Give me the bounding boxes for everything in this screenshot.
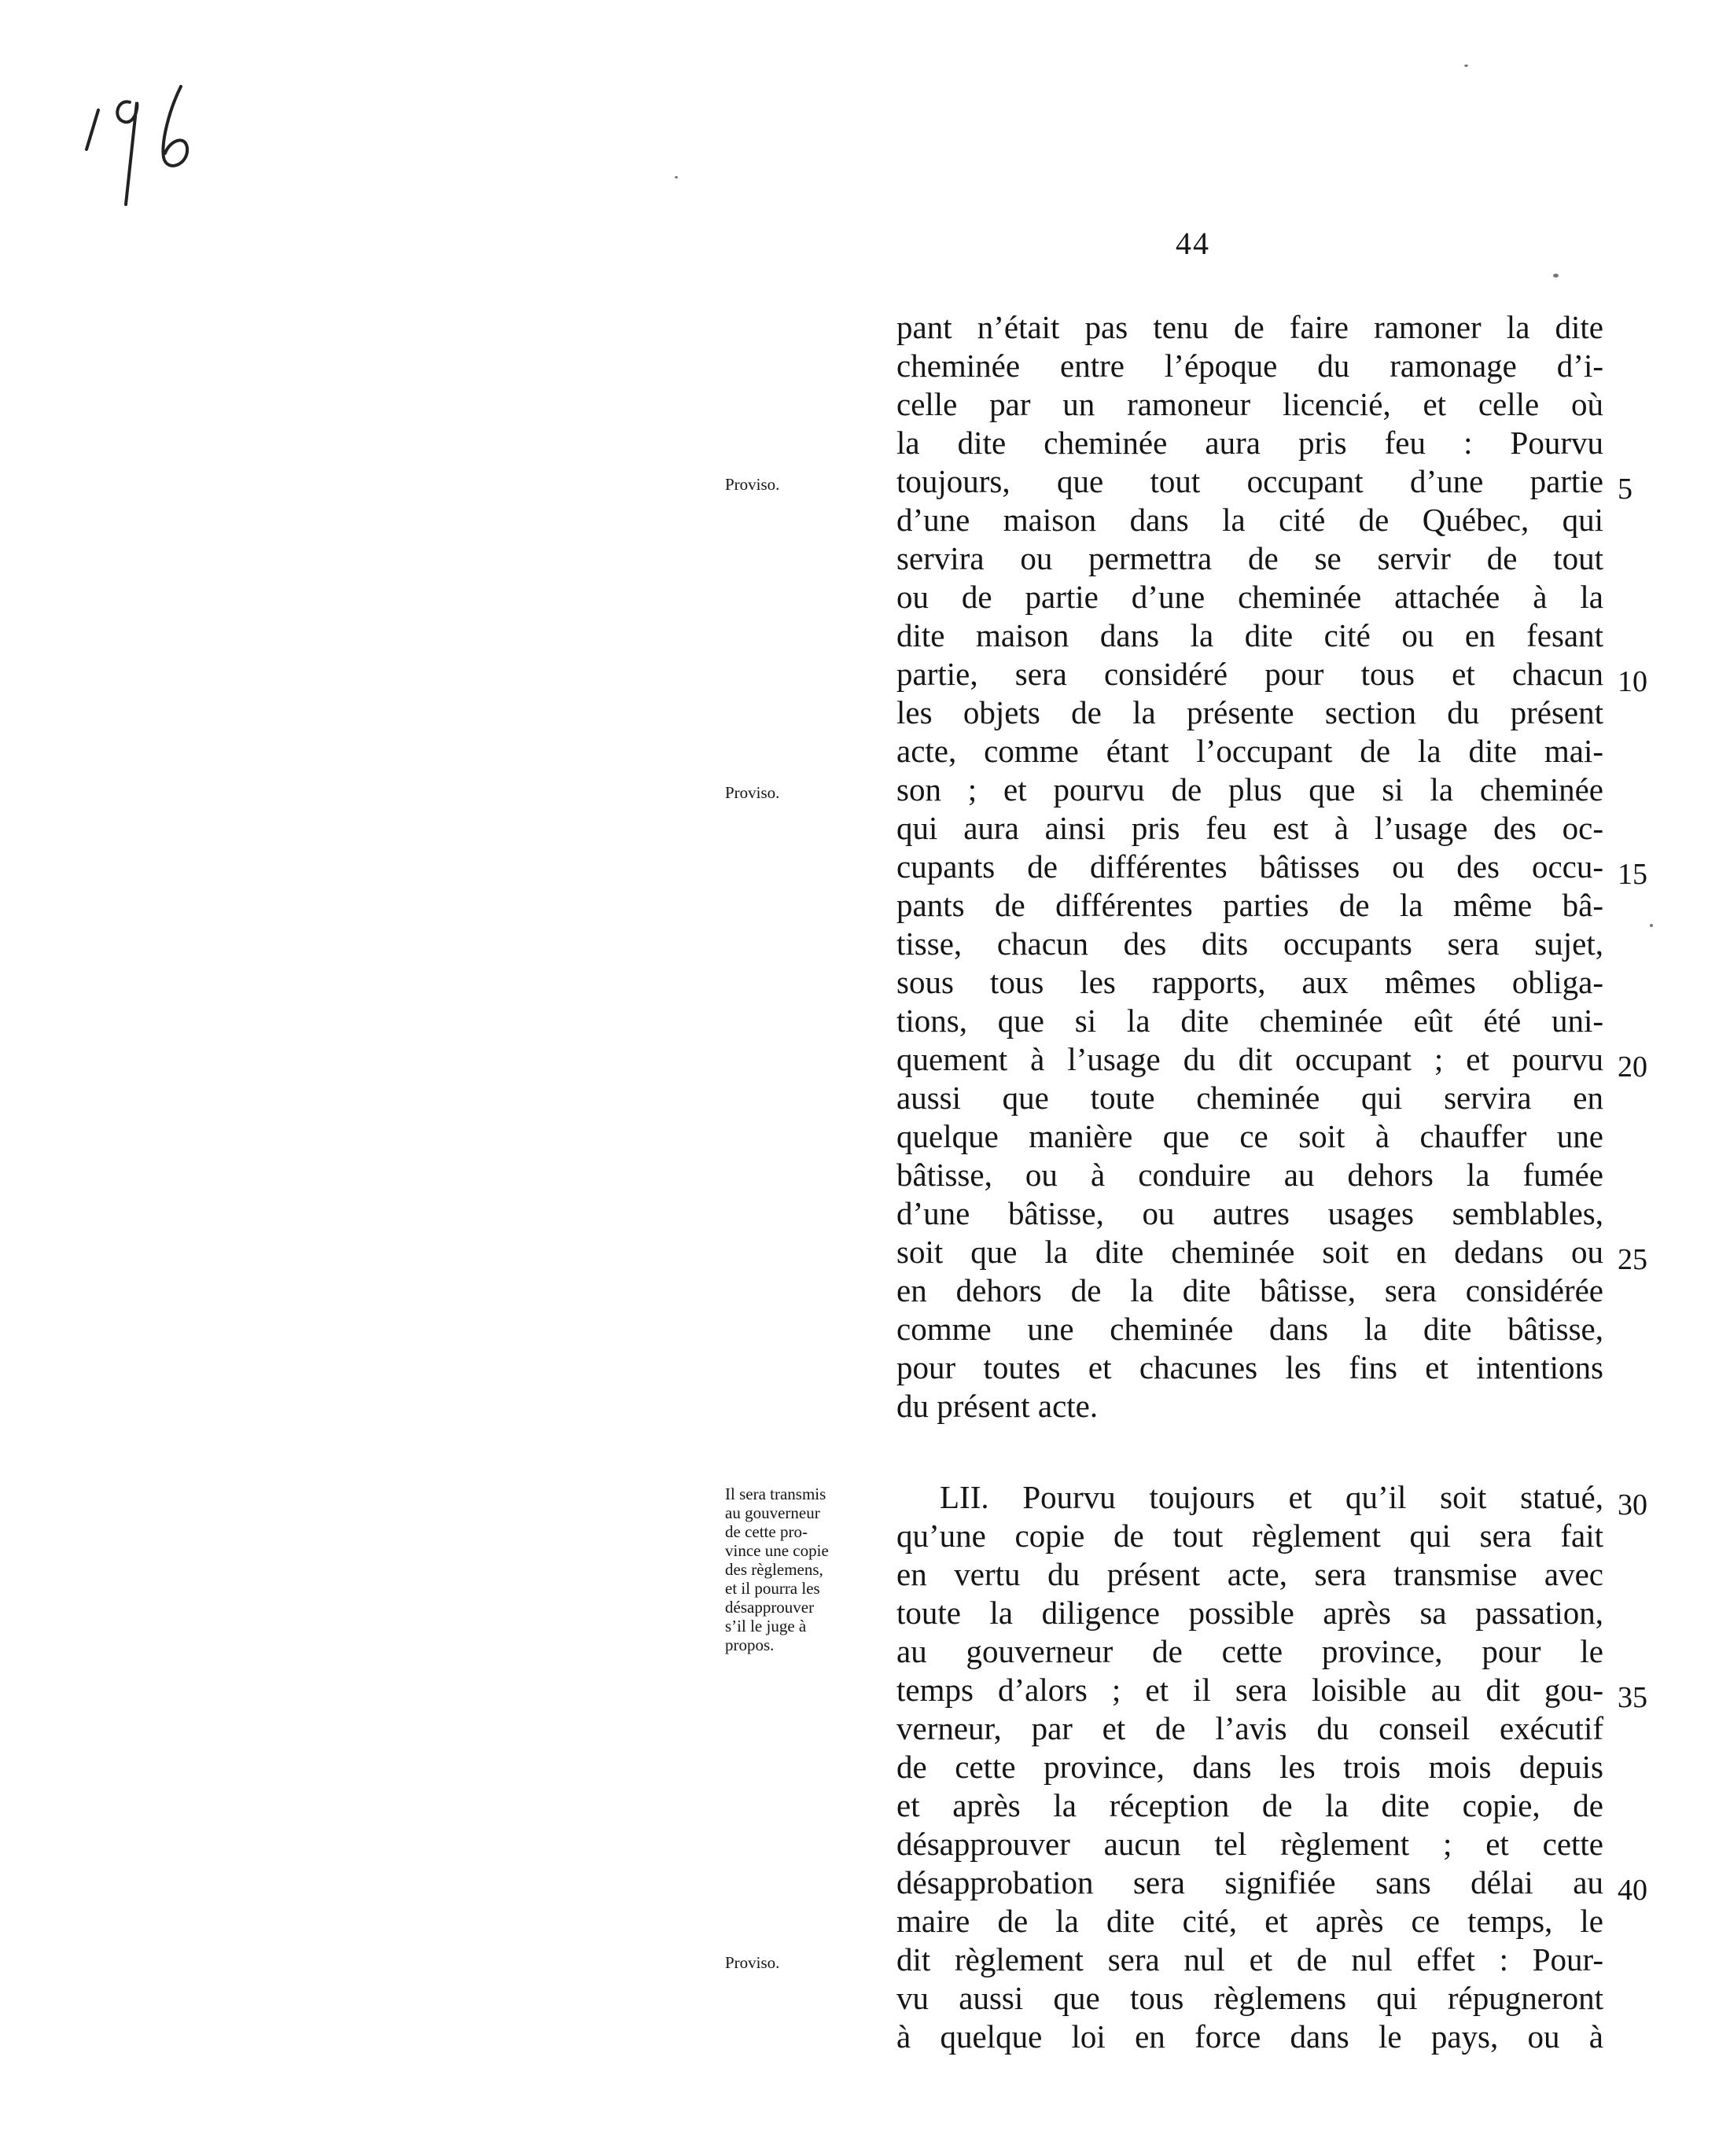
text-line: du présent acte. bbox=[896, 1388, 1099, 1424]
text-line: maire de la dite cité, et après ce temps, le bbox=[896, 1903, 1603, 1939]
text-line: ou de partie d’une cheminée attachée à la bbox=[896, 579, 1603, 615]
text-line: d’une maison dans la cité de Québec, qui bbox=[896, 502, 1603, 538]
sidenote-line: propos. bbox=[725, 1635, 775, 1654]
section-heading-line: LII. Pourvu toujours et qu’il soit statué, bbox=[940, 1479, 1603, 1515]
text-line: au gouverneur de cette province, pour le bbox=[896, 1633, 1603, 1669]
text-line: soit que la dite cheminée soit en dedans ou bbox=[896, 1234, 1603, 1270]
text-line: d’une bâtisse, ou autres usages semblables, bbox=[896, 1195, 1603, 1231]
text-line: sous tous les rapports, aux mêmes obliga- bbox=[896, 964, 1603, 1000]
line-number: 15 bbox=[1618, 858, 1647, 891]
sidenote-line: et il pourra les bbox=[725, 1579, 820, 1598]
text-line: verneur, par et de l’avis du conseil exécutif bbox=[896, 1710, 1603, 1746]
text-line: et après la réception de la dite copie, de bbox=[896, 1787, 1603, 1823]
text-line: tisse, chacun des dits occupants sera sujet, bbox=[896, 925, 1603, 962]
sidenote-line: au gouverneur bbox=[725, 1503, 820, 1522]
sidenote-line: désapprouver bbox=[725, 1598, 815, 1617]
text-line: les objets de la présente section du présent bbox=[896, 694, 1603, 730]
text-line: cheminée entre l’époque du ramonage d’i- bbox=[896, 348, 1603, 384]
scan-speck bbox=[1464, 64, 1468, 67]
page-number: 44 bbox=[1176, 226, 1210, 261]
text-line: dite maison dans la dite cité ou en fesant bbox=[896, 617, 1603, 653]
sidenote-line: s’il le juge à bbox=[725, 1617, 807, 1635]
text-line: cupants de différentes bâtisses ou des occu- bbox=[896, 848, 1603, 885]
line-number: 25 bbox=[1618, 1243, 1647, 1276]
text-line: en vertu du présent acte, sera transmise avec bbox=[896, 1556, 1603, 1592]
text-line: temps d’alors ; et il sera loisible au dit gou- bbox=[896, 1672, 1603, 1708]
text-line: qui aura ainsi pris feu est à l’usage des oc- bbox=[896, 810, 1603, 846]
line-number: 35 bbox=[1618, 1681, 1647, 1714]
text-line: en dehors de la dite bâtisse, sera considérée bbox=[896, 1272, 1603, 1308]
text-line: aussi que toute cheminée qui servira en bbox=[896, 1080, 1603, 1116]
text-line: pant n’était pas tenu de faire ramoner la dite bbox=[896, 309, 1603, 345]
text-line: la dite cheminée aura pris feu : Pourvu bbox=[896, 425, 1603, 461]
text-line: à quelque loi en force dans le pays, ou à bbox=[896, 2018, 1603, 2055]
line-number: 30 bbox=[1618, 1488, 1647, 1521]
text-line: pour toutes et chacunes les fins et intentions bbox=[896, 1349, 1603, 1385]
sidenote-line: vince une copie bbox=[725, 1541, 829, 1560]
margin-note-proviso: Proviso. bbox=[725, 1953, 780, 1972]
text-line: désapprouver aucun tel règlement ; et cette bbox=[896, 1826, 1603, 1862]
text-line: toujours, que tout occupant d’une partie bbox=[896, 463, 1603, 499]
sidenote-line: de cette pro- bbox=[725, 1522, 808, 1541]
scan-speck bbox=[675, 176, 678, 178]
text-line: désapprobation sera signifiée sans délai au bbox=[896, 1864, 1603, 1900]
line-number: 40 bbox=[1618, 1874, 1647, 1907]
text-line: son ; et pourvu de plus que si la cheminée bbox=[896, 771, 1603, 808]
line-number: 5 bbox=[1618, 473, 1632, 506]
text-line: partie, sera considéré pour tous et chacun bbox=[896, 656, 1603, 692]
text-line: dit règlement sera nul et de nul effet : Pour- bbox=[896, 1941, 1603, 1978]
text-line: bâtisse, ou à conduire au dehors la fumée bbox=[896, 1157, 1603, 1193]
text-line: tions, que si la dite cheminée eût été uni- bbox=[896, 1003, 1603, 1039]
line-number: 10 bbox=[1618, 665, 1647, 698]
text-line: vu aussi que tous règlemens qui répugneront bbox=[896, 1980, 1603, 2016]
text-line: acte, comme étant l’occupant de la dite mai- bbox=[896, 733, 1603, 769]
margin-note-sidenote bbox=[725, 1485, 894, 1654]
sidenote-line: Il sera transmis bbox=[725, 1485, 826, 1503]
text-line: servira ou permettra de se servir de tout bbox=[896, 540, 1603, 576]
text-line: quement à l’usage du dit occupant ; et pourvu bbox=[896, 1041, 1603, 1077]
margin-note-proviso: Proviso. bbox=[725, 783, 780, 802]
line-number: 20 bbox=[1618, 1050, 1647, 1084]
text-line: toute la diligence possible après sa passation, bbox=[896, 1595, 1603, 1631]
scan-speck bbox=[1650, 924, 1653, 927]
text-line: quelque manière que ce soit à chauffer une bbox=[896, 1118, 1603, 1154]
text-line: qu’une copie de tout règlement qui sera fait bbox=[896, 1518, 1603, 1554]
text-line: comme une cheminée dans la dite bâtisse, bbox=[896, 1311, 1603, 1347]
margin-note-proviso: Proviso. bbox=[725, 475, 780, 494]
text-line: pants de différentes parties de la même bâ- bbox=[896, 887, 1603, 923]
scan-speck bbox=[1553, 274, 1559, 278]
sidenote-line: des règlemens, bbox=[725, 1560, 823, 1579]
handwritten-folio-number bbox=[63, 55, 220, 212]
text-line: celle par un ramoneur licencié, et celle où bbox=[896, 386, 1603, 422]
text-line: de cette province, dans les trois mois depuis bbox=[896, 1749, 1603, 1785]
